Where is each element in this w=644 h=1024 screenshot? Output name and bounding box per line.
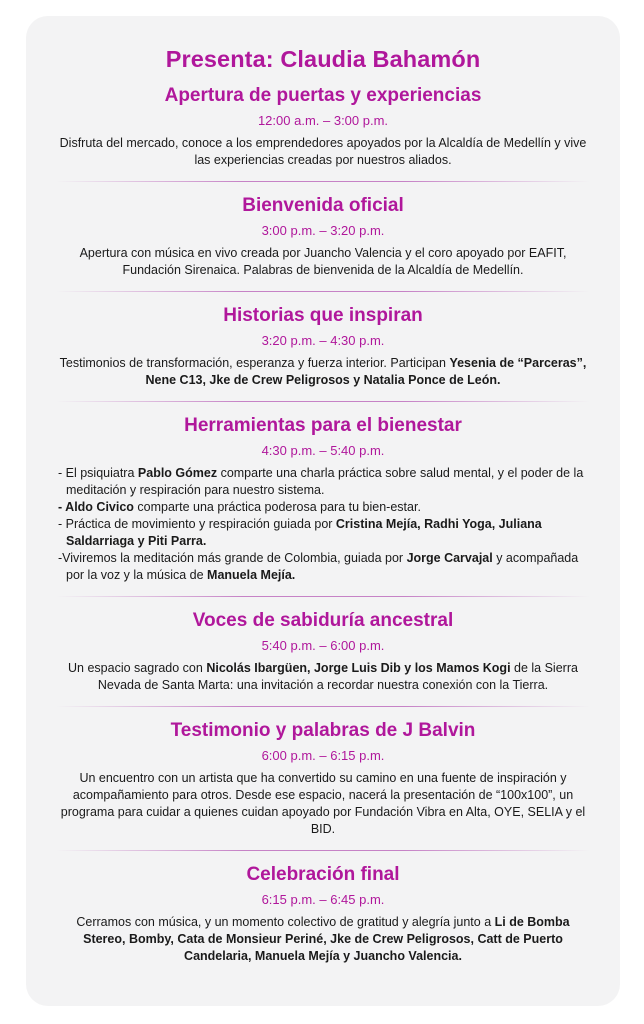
section-5 xyxy=(56,610,590,694)
bold-text: - Aldo Civico xyxy=(58,500,134,514)
bold-text: Yesenia de “Parceras”, Nene C13, Jke de Crew Peligrosos y Natalia Ponce de León. xyxy=(145,356,587,387)
schedule-sections xyxy=(56,85,590,965)
text-run: Testimonios de transformación, esperanza y fuerza interior. Participan xyxy=(59,356,450,370)
bullet-item xyxy=(58,499,590,516)
bold-text: Pablo Gómez xyxy=(137,466,218,480)
bullet-item xyxy=(58,516,590,550)
section-time: 6:15 p.m. – 6:45 p.m. xyxy=(261,892,385,907)
text-run: y acompañada por la voz y la música de xyxy=(66,551,579,582)
bold-text: Cristina Mejía, Radhi Yoga, Juliana Saldarriaga y Piti Parra. xyxy=(66,517,542,548)
section-1 xyxy=(56,85,590,169)
section-description xyxy=(56,660,590,694)
section-title: Celebración final xyxy=(246,864,400,885)
text-run: comparte una práctica poderosa para tu bien-estar. xyxy=(133,500,421,514)
bullet-item xyxy=(58,550,590,584)
section-title: Herramientas para el bienestar xyxy=(184,415,462,436)
section-divider xyxy=(56,401,590,402)
section-2 xyxy=(56,195,590,279)
text-run: Apertura con música en vivo creada por Juancho Valencia y el coro apoyado por EAFIT, Fundación Sirenaica. Palabras de bienvenida de la Alcaldía de Medellín. xyxy=(79,246,567,277)
section-bullets xyxy=(56,465,590,584)
program-card xyxy=(26,16,620,1006)
text-run: Un espacio sagrado con xyxy=(68,661,207,675)
section-description xyxy=(56,914,590,965)
text-run: Disfruta del mercado, conoce a los emprendedores apoyados por la Alcaldía de Medellín y vive las experiencias creadas por nuestros aliados. xyxy=(59,136,587,167)
section-title: Historias que inspiran xyxy=(223,305,423,326)
text-run: -Viviremos la meditación más grande de Colombia, guiada por xyxy=(58,551,407,565)
section-time: 4:30 p.m. – 5:40 p.m. xyxy=(261,443,385,458)
section-7 xyxy=(56,864,590,965)
section-time: 12:00 a.m. – 3:00 p.m. xyxy=(257,113,389,128)
section-title: Apertura de puertas y experiencias xyxy=(164,85,482,106)
section-3 xyxy=(56,305,590,389)
section-time: 3:00 p.m. – 3:20 p.m. xyxy=(261,223,385,238)
section-divider xyxy=(56,596,590,597)
section-4 xyxy=(56,415,590,584)
bold-text: Jorge Carvajal xyxy=(406,551,493,565)
text-run: de la Sierra Nevada de Santa Marta: una invitación a recordar nuestra conexión con la Tierra. xyxy=(97,661,578,692)
section-description xyxy=(56,135,590,169)
bold-text: Li de Bomba Stereo, Bomby, Cata de Monsieur Periné, Jke de Crew Peligrosos, Catt de Puerto Candelaria, Manuela Mejía y Juancho Valencia. xyxy=(83,915,570,963)
text-run: - Práctica de movimiento y respiración guiada por xyxy=(58,517,336,531)
section-description xyxy=(56,245,590,279)
page-title: Presenta: Claudia Bahamón xyxy=(165,46,481,72)
bullet-item xyxy=(58,465,590,499)
text-run: Un encuentro con un artista que ha convertido su camino en una fuente de inspiración y acompañamiento para otros. Desde ese espacio, nacerá la presentación de “100x100”, un programa para cuidar a quienes cuidan apoyado por Fundación Vibra en Alta, OYE, SELIA y el BID. xyxy=(60,771,586,836)
section-time: 3:20 p.m. – 4:30 p.m. xyxy=(261,333,385,348)
section-title: Voces de sabiduría ancestral xyxy=(192,610,454,631)
section-time: 5:40 p.m. – 6:00 p.m. xyxy=(261,638,385,653)
bold-text: Nicolás Ibargüen, Jorge Luis Dib y los Mamos Kogi xyxy=(206,661,511,675)
section-divider xyxy=(56,850,590,851)
text-run: comparte una charla práctica sobre salud mental, y el poder de la meditación y respiración para nuestro sistema. xyxy=(66,466,584,497)
section-divider xyxy=(56,706,590,707)
section-description xyxy=(56,770,590,838)
bold-text: Manuela Mejía. xyxy=(207,568,296,582)
section-title: Testimonio y palabras de J Balvin xyxy=(170,720,476,741)
section-title: Bienvenida oficial xyxy=(242,195,404,216)
section-6 xyxy=(56,720,590,838)
section-description xyxy=(56,355,590,389)
text-run: Cerramos con música, y un momento colectivo de gratitud y alegría junto a xyxy=(76,915,495,929)
section-time: 6:00 p.m. – 6:15 p.m. xyxy=(261,748,385,763)
text-run: - El psiquiatra xyxy=(58,466,138,480)
section-divider xyxy=(56,181,590,182)
section-divider xyxy=(56,291,590,292)
